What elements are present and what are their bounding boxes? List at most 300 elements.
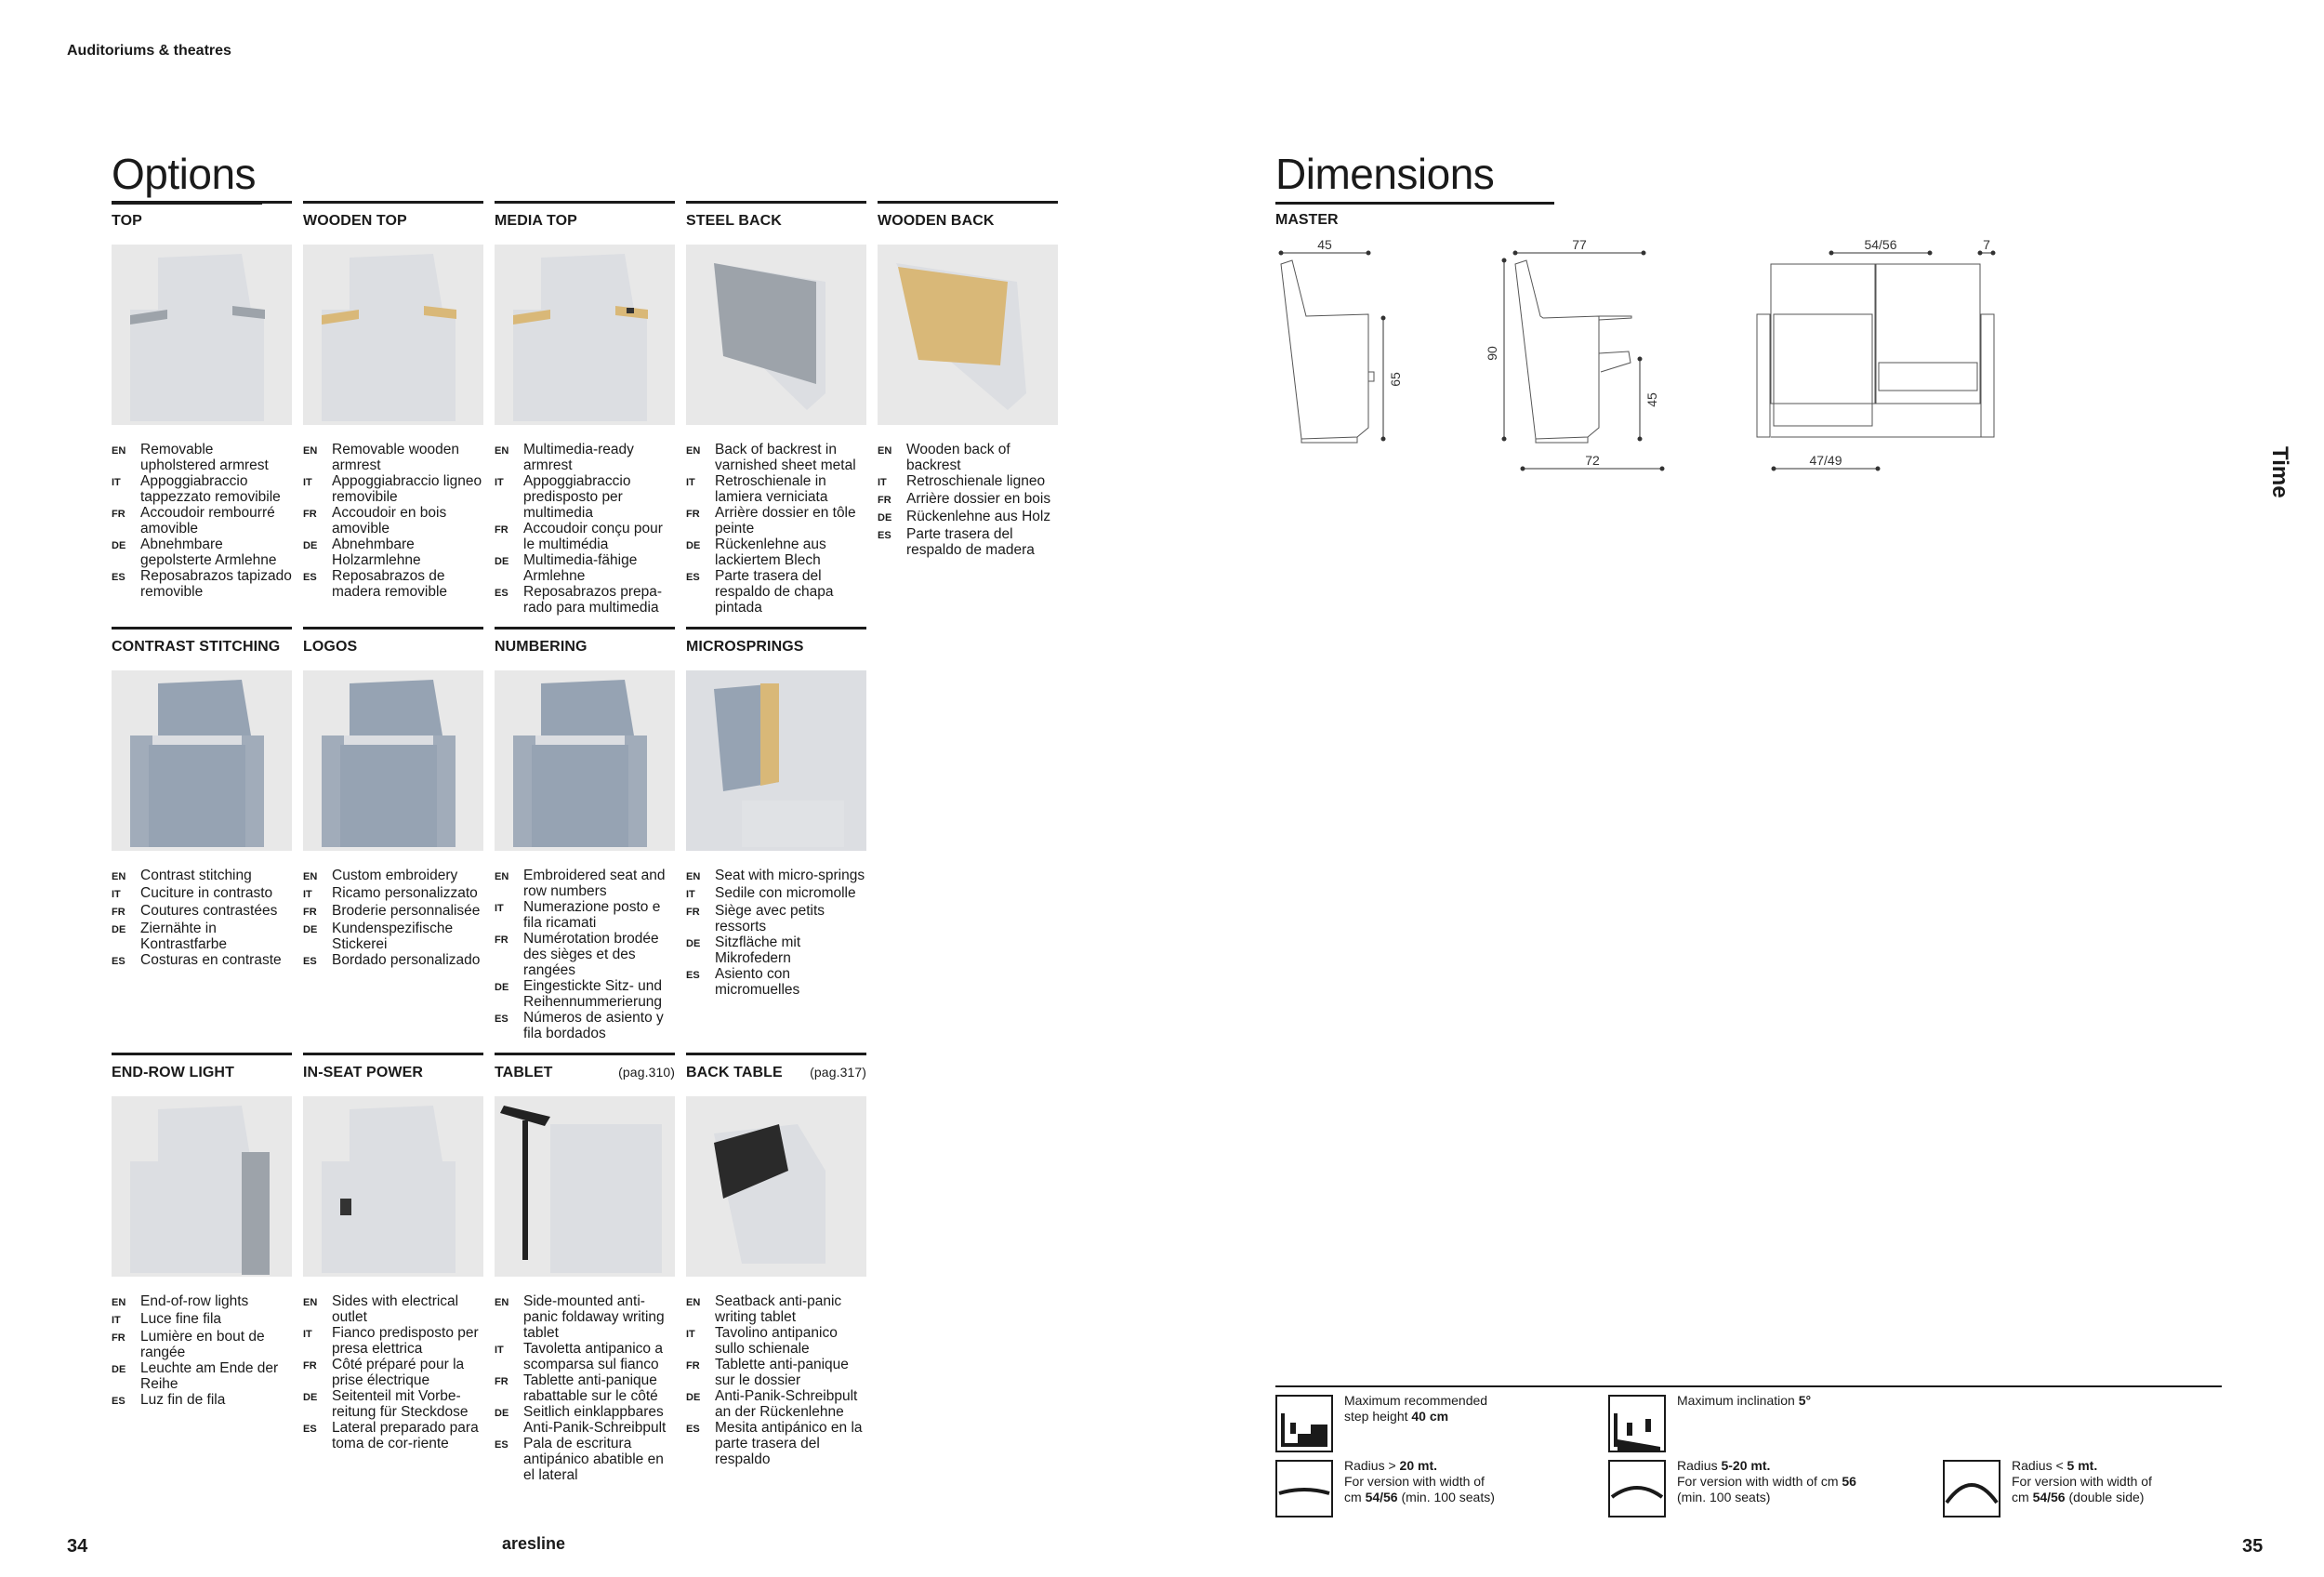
radius-large-icon	[1275, 1460, 1333, 1517]
lang-code: FR	[112, 509, 125, 520]
side-label: Time	[2267, 446, 2292, 498]
lang-code: IT	[303, 1329, 312, 1340]
desc-row	[303, 568, 483, 600]
option-microsprings	[686, 627, 866, 998]
inclination-icon	[1608, 1395, 1666, 1452]
desc-text: Luz fin de fila	[140, 1392, 226, 1408]
desc-text: Parte trasera del respaldo de chapa pintada	[715, 568, 834, 616]
lang-code: DE	[686, 540, 701, 551]
options-title: Options	[112, 150, 257, 198]
option-description	[495, 868, 675, 1041]
step-height-icon	[1275, 1395, 1333, 1452]
lang-code: DE	[495, 556, 509, 567]
desc-text: Accoudoir en bois amovible	[332, 505, 447, 537]
option-rule	[686, 1053, 866, 1055]
desc-text: Luce fine fila	[140, 1311, 222, 1327]
option-logos	[303, 627, 483, 970]
desc-text: Parte trasera del respaldo de madera	[906, 526, 1035, 558]
lang-code: IT	[878, 477, 887, 488]
option-description	[686, 1293, 866, 1467]
dimensions-subtitle: MASTER	[1275, 212, 1339, 228]
desc-row	[303, 903, 483, 921]
desc-text: Lumière en bout de rangée	[140, 1329, 265, 1360]
option-numbering	[495, 627, 675, 1041]
option-rule	[686, 201, 866, 204]
page-ref: (pag.310)	[618, 1065, 675, 1080]
option-description	[303, 868, 483, 970]
desc-text: Appoggiabraccio predisposto per multimedia	[523, 473, 631, 521]
option-description	[495, 442, 675, 616]
desc-text: Tablette anti-panique sur le dossier	[715, 1357, 849, 1388]
option-photo	[495, 1096, 675, 1277]
desc-row	[878, 526, 1058, 558]
desc-row	[686, 1325, 866, 1357]
desc-text: End-of-row lights	[140, 1293, 249, 1309]
option-description	[112, 868, 292, 970]
option-title: MICROSPRINGS	[686, 639, 804, 655]
option-description	[112, 442, 292, 600]
desc-row	[686, 442, 866, 473]
desc-row	[878, 491, 1058, 509]
option-rule	[686, 627, 866, 629]
dim-front-width: 54/56	[1864, 237, 1897, 252]
desc-text: Multimedia-ready armrest	[523, 442, 634, 473]
desc-row	[303, 1325, 483, 1357]
desc-row	[112, 505, 292, 537]
desc-text: Anti-Panik-Schreibpult an der Rückenlehne	[715, 1388, 858, 1420]
desc-row	[303, 1357, 483, 1388]
lang-code: IT	[112, 889, 121, 900]
lang-code: EN	[495, 445, 509, 457]
radius-medium-icon	[1608, 1460, 1666, 1517]
dimensions-title-rule	[1275, 202, 1554, 205]
desc-row	[112, 1293, 292, 1311]
desc-row	[495, 584, 675, 616]
desc-row	[112, 868, 292, 885]
option-photo	[112, 670, 292, 851]
lang-code: EN	[495, 1297, 509, 1308]
desc-text: Numérotation brodée des sièges et des rangées	[523, 931, 659, 978]
page-number-left: 34	[67, 1536, 88, 1557]
legend-radius-medium: Radius 5-20 mt. For version with width of cm 56 (min. 100 seats)	[1677, 1458, 1856, 1504]
option-photo	[495, 245, 675, 425]
dim-front-bottom: 47/49	[1809, 453, 1842, 468]
desc-row	[495, 1436, 675, 1483]
option-rule	[112, 201, 292, 204]
desc-text: Numerazione posto e fila ricamati	[523, 899, 661, 931]
option-title: WOODEN BACK	[878, 213, 995, 229]
brand-logo: aresline	[502, 1534, 566, 1553]
desc-text: Retroschienale in lamiera verniciata	[715, 473, 828, 505]
option-header	[112, 1065, 292, 1081]
desc-row	[303, 868, 483, 885]
lang-code: IT	[495, 903, 504, 914]
lang-code: IT	[686, 1329, 695, 1340]
lang-code: ES	[112, 956, 125, 967]
page-number-right: 35	[2242, 1536, 2264, 1557]
desc-text: Mesita antipánico en la parte trasera del respaldo	[715, 1420, 863, 1467]
desc-row	[112, 1392, 292, 1410]
lang-code: DE	[303, 1392, 318, 1403]
desc-row	[495, 552, 675, 584]
option-header	[686, 213, 866, 230]
option-rule	[303, 627, 483, 629]
lang-code: DE	[686, 938, 701, 949]
option-photo	[686, 1096, 866, 1277]
lang-code: ES	[686, 970, 700, 981]
desc-row	[303, 473, 483, 505]
lang-code: EN	[686, 871, 701, 882]
page-ref: (pag.317)	[810, 1065, 866, 1080]
front-view-drawing	[1757, 264, 1994, 437]
lang-code: FR	[686, 907, 700, 918]
option-wooden-top	[303, 201, 483, 600]
desc-text: Tavolino antipanico sullo schienale	[715, 1325, 838, 1357]
desc-row	[112, 1360, 292, 1392]
desc-row	[878, 473, 1058, 491]
lang-code: ES	[303, 1424, 317, 1435]
desc-row	[686, 505, 866, 537]
lang-code: FR	[686, 509, 700, 520]
lang-code: ES	[878, 530, 891, 541]
desc-row	[495, 1404, 675, 1436]
desc-row	[686, 934, 866, 966]
desc-text: Costuras en contraste	[140, 952, 282, 968]
desc-text: Appoggiabraccio tappezzato removibile	[140, 473, 281, 505]
desc-text: Bordado personalizado	[332, 952, 481, 968]
desc-row	[686, 568, 866, 616]
desc-text: Rückenlehne aus lackiertem Blech	[715, 537, 826, 568]
option-header	[112, 213, 292, 230]
lang-code: EN	[112, 1297, 126, 1308]
desc-row	[686, 1388, 866, 1420]
lang-code: DE	[303, 540, 318, 551]
option-tablet	[495, 1053, 675, 1483]
desc-text: Seatback anti-panic writing tablet	[715, 1293, 842, 1325]
desc-text: Seitlich einklappbares Anti-Panik-Schreibpult	[523, 1404, 667, 1436]
lang-code: FR	[303, 907, 317, 918]
desc-row	[112, 473, 292, 505]
desc-text: Accoudoir conçu pour le multimédia	[523, 521, 663, 552]
option-title: MEDIA TOP	[495, 213, 577, 229]
lang-code: EN	[112, 445, 126, 457]
option-rule	[303, 1053, 483, 1055]
desc-row	[878, 509, 1058, 526]
legend-radius-large: Radius > 20 mt. For version with width of cm 54/56 (min. 100 seats)	[1344, 1458, 1495, 1504]
desc-text: Side-mounted anti-panic foldaway writing tablet	[523, 1293, 665, 1341]
desc-row	[112, 1329, 292, 1360]
option-photo	[686, 245, 866, 425]
option-description	[878, 442, 1058, 558]
lang-code: EN	[303, 1297, 318, 1308]
option-photo	[686, 670, 866, 851]
desc-text: Siège avec petits ressorts	[715, 903, 825, 934]
option-header	[495, 213, 675, 230]
desc-text: Removable upholstered armrest	[140, 442, 269, 473]
option-rule	[495, 201, 675, 204]
desc-row	[495, 1372, 675, 1404]
desc-text: Côté préparé pour la prise électrique	[332, 1357, 465, 1388]
desc-row	[878, 442, 1058, 473]
desc-row	[686, 903, 866, 934]
lang-code: IT	[112, 477, 121, 488]
option-description	[686, 442, 866, 616]
desc-row	[495, 1010, 675, 1041]
desc-row	[303, 1420, 483, 1451]
desc-text: Fianco predisposto per presa elettrica	[332, 1325, 479, 1357]
lang-code: ES	[112, 572, 125, 583]
desc-text: Retroschienale ligneo	[906, 473, 1046, 489]
desc-text: Tablette anti-panique rabattable sur le côté	[523, 1372, 658, 1404]
lang-code: DE	[495, 982, 509, 993]
desc-row	[686, 868, 866, 885]
desc-row	[303, 952, 483, 970]
lang-code: ES	[686, 572, 700, 583]
option-photo	[878, 245, 1058, 425]
desc-text: Reposabrazos prepa-rado para multimedia	[523, 584, 663, 616]
option-header	[303, 213, 483, 230]
lang-code: ES	[495, 588, 508, 599]
lang-code: EN	[878, 445, 892, 457]
desc-row	[112, 1311, 292, 1329]
lang-code: FR	[878, 495, 891, 506]
desc-row	[112, 952, 292, 970]
desc-text: Multimedia-fähige Armlehne	[523, 552, 638, 584]
desc-text: Sedile con micromolle	[715, 885, 856, 901]
option-header	[686, 639, 866, 656]
lang-code: FR	[303, 1360, 317, 1372]
desc-text: Ziernähte in Kontrastfarbe	[140, 921, 228, 952]
option-rule	[112, 1053, 292, 1055]
option-back-table	[686, 1053, 866, 1467]
desc-text: Cuciture in contrasto	[140, 885, 273, 901]
desc-row	[112, 442, 292, 473]
lang-code: FR	[686, 1360, 700, 1372]
lang-code: EN	[112, 871, 126, 882]
lang-code: IT	[303, 889, 312, 900]
desc-row	[112, 903, 292, 921]
lang-code: DE	[303, 924, 318, 935]
desc-row	[495, 442, 675, 473]
desc-row	[112, 885, 292, 903]
desc-text: Seat with micro-springs	[715, 868, 865, 883]
desc-row	[303, 1388, 483, 1420]
option-in-seat-power	[303, 1053, 483, 1451]
option-photo	[303, 1096, 483, 1277]
option-rule	[495, 1053, 675, 1055]
desc-row	[495, 868, 675, 899]
desc-text: Custom embroidery	[332, 868, 458, 883]
desc-row	[686, 966, 866, 998]
lang-code: ES	[303, 572, 317, 583]
desc-text: Embroidered seat and row numbers	[523, 868, 666, 899]
lang-code: DE	[112, 924, 126, 935]
desc-row	[303, 537, 483, 568]
desc-text: Abnehmbare Holzarmlehne	[332, 537, 421, 568]
desc-text: Lateral preparado para toma de cor-riente	[332, 1420, 479, 1451]
option-title: BACK TABLE	[686, 1065, 783, 1080]
option-rule	[878, 201, 1058, 204]
desc-text: Abnehmbare gepolsterte Armlehne	[140, 537, 277, 568]
option-steel-back	[686, 201, 866, 616]
desc-row	[686, 537, 866, 568]
legend-rule	[1275, 1385, 2222, 1387]
lang-code: DE	[686, 1392, 701, 1403]
option-rule	[303, 201, 483, 204]
lang-code: ES	[303, 956, 317, 967]
option-photo	[303, 670, 483, 851]
option-photo	[303, 245, 483, 425]
lang-code: IT	[686, 889, 695, 900]
option-header	[303, 639, 483, 656]
dimensions-title: Dimensions	[1275, 150, 1495, 198]
dim-open-seat: 45	[1644, 392, 1659, 407]
option-wooden-back	[878, 201, 1058, 558]
option-photo	[495, 670, 675, 851]
legend-radius-small: Radius < 5 mt. For version with width of cm 54/56 (double side)	[2012, 1458, 2152, 1504]
legend-step-height: Maximum recommended step height 40 cm	[1344, 1393, 1488, 1424]
lang-code: FR	[112, 907, 125, 918]
option-description	[686, 868, 866, 998]
desc-text: Coutures contrastées	[140, 903, 278, 919]
option-title: CONTRAST STITCHING	[112, 639, 281, 655]
option-description	[495, 1293, 675, 1483]
option-description	[112, 1293, 292, 1410]
lang-code: DE	[495, 1408, 509, 1419]
desc-text: Reposabrazos de madera removible	[332, 568, 448, 600]
lang-code: DE	[878, 512, 892, 523]
dimension-drawings	[1264, 232, 2045, 484]
desc-row	[112, 568, 292, 600]
dim-front-arm: 7	[1983, 237, 1990, 252]
desc-text: Accoudoir rembourré amovible	[140, 505, 275, 537]
desc-row	[495, 1341, 675, 1372]
dim-open-depth: 77	[1572, 237, 1587, 252]
option-header	[495, 639, 675, 656]
desc-text: Seitenteil mit Vorbe-reitung für Steckdose	[332, 1388, 469, 1420]
desc-row	[495, 931, 675, 978]
option-title: LOGOS	[303, 639, 358, 655]
desc-text: Rückenlehne aus Holz	[906, 509, 1051, 524]
desc-row	[303, 921, 483, 952]
lang-code: ES	[495, 1014, 508, 1025]
desc-row	[303, 442, 483, 473]
desc-text: Arrière dossier en tôle peinte	[715, 505, 856, 537]
option-top	[112, 201, 292, 600]
desc-text: Tavoletta antipanico a scomparsa sul fianco	[523, 1341, 663, 1372]
option-description	[303, 442, 483, 600]
lang-code: DE	[112, 1364, 126, 1375]
option-contrast-stitching	[112, 627, 292, 970]
option-photo	[112, 1096, 292, 1277]
lang-code: IT	[303, 477, 312, 488]
option-rule	[112, 627, 292, 629]
legend-inclination: Maximum inclination 5°	[1677, 1393, 1812, 1408]
dim-open-bottom: 72	[1585, 453, 1600, 468]
option-title: IN-SEAT POWER	[303, 1065, 424, 1080]
option-title: WOODEN TOP	[303, 213, 407, 229]
option-header	[303, 1065, 483, 1081]
option-title: END-ROW LIGHT	[112, 1065, 234, 1080]
desc-row	[112, 537, 292, 568]
desc-row	[495, 473, 675, 521]
lang-code: FR	[112, 1332, 125, 1344]
desc-row	[495, 899, 675, 931]
option-header	[112, 639, 292, 656]
lang-code: DE	[112, 540, 126, 551]
side-view-drawing	[1281, 260, 1374, 443]
desc-row	[303, 1293, 483, 1325]
dim-side-height: 65	[1388, 372, 1403, 387]
radius-small-icon	[1943, 1460, 2000, 1517]
open-view-drawing	[1515, 260, 1631, 443]
desc-row	[112, 921, 292, 952]
desc-row	[495, 1293, 675, 1341]
desc-text: Sitzfläche mit Mikrofedern	[715, 934, 801, 966]
option-end-row-light	[112, 1053, 292, 1410]
desc-row	[686, 1293, 866, 1325]
option-header	[686, 1065, 866, 1081]
desc-text: Wooden back of backrest	[906, 442, 1010, 473]
lang-code: EN	[303, 871, 318, 882]
option-title: TOP	[112, 213, 142, 229]
lang-code: IT	[112, 1315, 121, 1326]
desc-text: Asiento con micromuelles	[715, 966, 800, 998]
desc-text: Removable wooden armrest	[332, 442, 460, 473]
lang-code: EN	[686, 445, 701, 457]
desc-row	[686, 473, 866, 505]
dim-side-depth: 45	[1317, 237, 1332, 252]
option-header	[878, 213, 1058, 230]
lang-code: ES	[495, 1439, 508, 1451]
lang-code: IT	[686, 477, 695, 488]
section-label: Auditoriums & theatres	[67, 43, 231, 59]
dim-open-height: 90	[1485, 346, 1499, 361]
desc-text: Back of backrest in varnished sheet metal	[715, 442, 856, 473]
desc-text: Números de asiento y fila bordados	[523, 1010, 664, 1041]
option-header	[495, 1065, 675, 1081]
lang-code: EN	[495, 871, 509, 882]
desc-text: Ricamo personalizzato	[332, 885, 478, 901]
lang-code: ES	[112, 1396, 125, 1407]
desc-row	[686, 885, 866, 903]
lang-code: FR	[303, 509, 317, 520]
lang-code: FR	[495, 1376, 508, 1387]
desc-text: Contrast stitching	[140, 868, 252, 883]
lang-code: EN	[686, 1297, 701, 1308]
option-description	[303, 1293, 483, 1451]
desc-text: Kundenspezifische Stickerei	[332, 921, 454, 952]
desc-text: Reposabrazos tapizado removible	[140, 568, 292, 600]
lang-code: FR	[495, 934, 508, 946]
desc-row	[495, 978, 675, 1010]
desc-row	[303, 505, 483, 537]
desc-text: Leuchte am Ende der Reihe	[140, 1360, 279, 1392]
desc-text: Pala de escritura antipánico abatible en el lateral	[523, 1436, 664, 1483]
lang-code: EN	[303, 445, 318, 457]
desc-text: Sides with electrical outlet	[332, 1293, 459, 1325]
desc-text: Broderie personnalisée	[332, 903, 481, 919]
desc-row	[686, 1357, 866, 1388]
desc-text: Eingestickte Sitz- und Reihennummerierung	[523, 978, 663, 1010]
lang-code: IT	[495, 477, 504, 488]
desc-row	[686, 1420, 866, 1467]
lang-code: ES	[686, 1424, 700, 1435]
option-media-top	[495, 201, 675, 616]
option-rule	[495, 627, 675, 629]
desc-row	[495, 521, 675, 552]
option-photo	[112, 245, 292, 425]
